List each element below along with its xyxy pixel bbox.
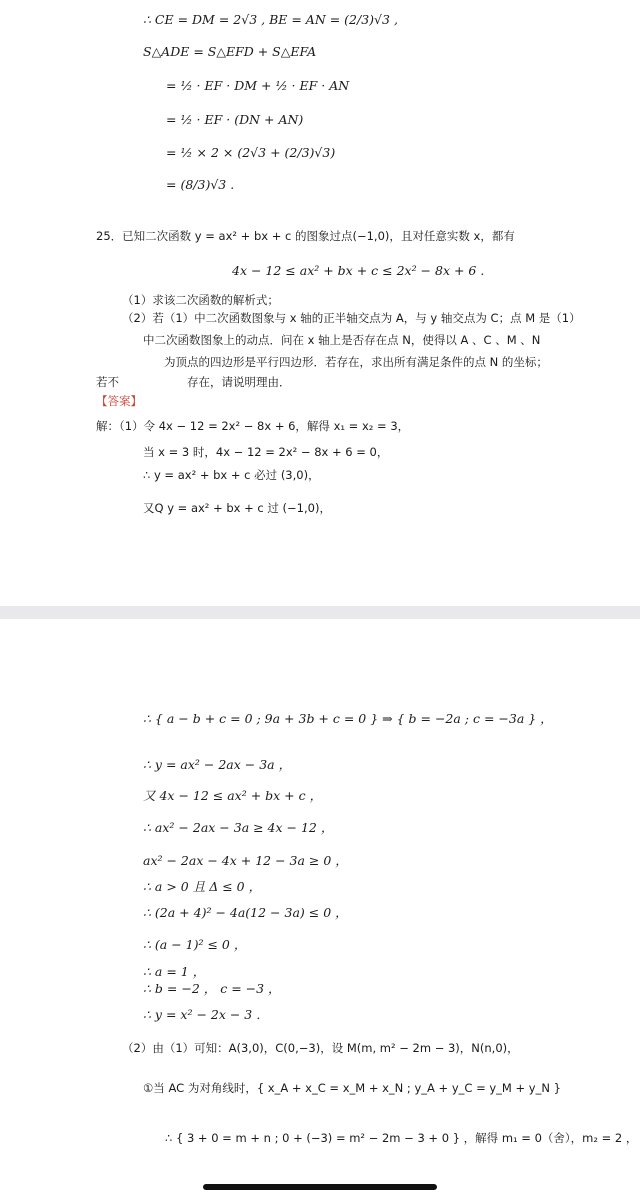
problem-inequality: 4x − 12 ≤ ax² + bx + c ≤ 2x² − 8x + 6 . <box>232 263 485 278</box>
page-separator <box>0 606 640 619</box>
math-line: ∴ b = −2 ， c = −3 ， <box>143 981 281 996</box>
math-line: ∴ ax² − 2ax − 3a ≥ 4x − 12 ， <box>143 820 334 835</box>
problem-part2-line: 存在，请说明理由． <box>187 375 291 389</box>
math-line: ∴ (2a + 4)² − 4a(12 − 3a) ≤ 0 ， <box>143 905 348 920</box>
solution-line: 解：（1）令 4x − 12 = 2x² − 8x + 6，解得 x₁ = x₂ = 3， <box>96 419 410 433</box>
home-indicator[interactable] <box>203 1184 437 1190</box>
math-line: ∴ (a − 1)² ≤ 0 ， <box>143 937 247 952</box>
math-line: = ½ · EF · (DN + AN) <box>166 112 304 127</box>
solution-line: （2）由（1）可知：A(3,0)，C(0,−3)，设 M(m, m² − 2m − 3)，N(n,0)， <box>122 1041 519 1055</box>
math-line: S△ADE = S△EFD + S△EFA <box>143 44 317 59</box>
answer-label: 【答案】 <box>96 394 142 408</box>
math-line: ∴ y = ax² − 2ax − 3a ， <box>143 757 292 772</box>
solution-line: 当 x = 3 时，4x − 12 = 2x² − 8x + 6 = 0， <box>143 445 389 459</box>
math-line: = ½ × 2 × (2√3 + (2/3)√3) <box>166 145 336 160</box>
problem-stem: 25．已知二次函数 y = ax² + bx + c 的图象过点(−1,0)，且对任意实数 x，都有 <box>96 229 515 243</box>
solution-line: 又Q y = ax² + bx + c 过 (−1,0)， <box>143 501 331 515</box>
document-page-bottom <box>0 619 640 1201</box>
math-line: ∴ a > 0 且 Δ ≤ 0 ， <box>143 879 262 894</box>
math-line: ax² − 2ax − 4x + 12 − 3a ≥ 0 ， <box>143 853 348 868</box>
math-line: ∴ a = 1 ， <box>143 964 206 979</box>
solution-line: ①当 AC 为对角线时，{ x_A + x_C = x_M + x_N ; y_A + y_C = y_M + y_N } <box>143 1081 561 1095</box>
problem-part2-line: 中二次函数图象上的动点．问在 x 轴上是否存在点 N，使得以 A 、C 、M 、N <box>143 333 541 347</box>
solution-line: ∴ { 3 + 0 = m + n ; 0 + (−3) = m² − 2m − 3 + 0 } ，解得 m₁ = 0（舍），m₂ = 2 ， <box>165 1131 638 1145</box>
math-line: ∴ CE = DM = 2√3 , BE = AN = (2/3)√3 , <box>143 12 398 27</box>
solution-line: ∴ y = ax² + bx + c 必过 (3,0)， <box>143 468 320 482</box>
math-line: = (8/3)√3 . <box>166 177 235 192</box>
math-line: = ½ · EF · DM + ½ · EF · AN <box>166 78 350 93</box>
problem-part2-line: 若不 <box>96 375 119 389</box>
problem-part2-line: （2）若（1）中二次函数图象与 x 轴的正半轴交点为 A，与 y 轴交点为 C；点 M 是（1） <box>122 311 581 325</box>
problem-part1: （1）求该二次函数的解析式； <box>122 293 279 307</box>
math-line: ∴ y = x² − 2x − 3 ． <box>143 1007 269 1022</box>
problem-part2-line: 为顶点的四边形是平行四边形．若存在，求出所有满足条件的点 N 的坐标； <box>164 355 548 369</box>
math-line: ∴ { a − b + c = 0 ; 9a + 3b + c = 0 } ⇒ { b = −2a ; c = −3a } ， <box>143 711 553 726</box>
math-line: 又 4x − 12 ≤ ax² + bx + c ， <box>143 788 323 803</box>
